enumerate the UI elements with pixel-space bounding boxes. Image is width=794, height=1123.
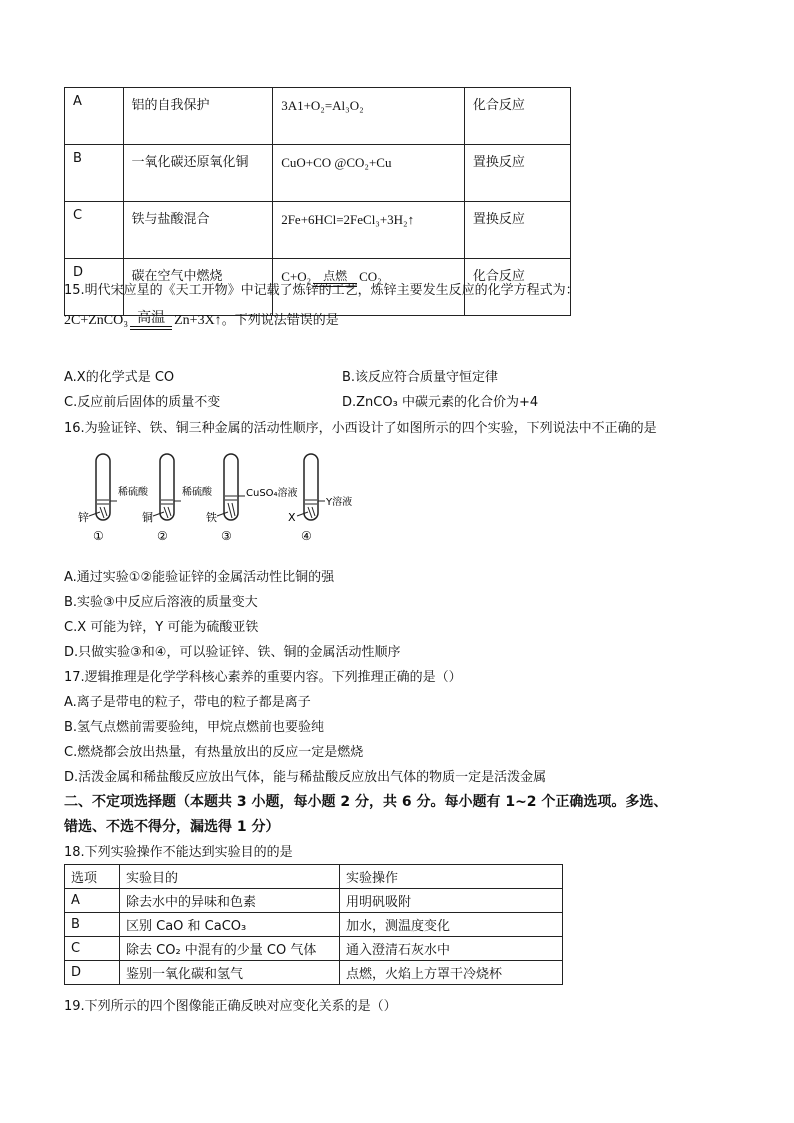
- equation-cell: 3A1+O₂=Al₃O₂: [273, 88, 465, 145]
- table-row: [65, 889, 563, 913]
- table-row: [65, 145, 571, 202]
- option-cell: B: [65, 145, 124, 202]
- test-tube-3: [206, 454, 298, 543]
- metal-label-3: 铁: [206, 511, 217, 524]
- equation-cell: CuO+CO @CO₂+Cu: [273, 145, 465, 202]
- option-cell: B: [65, 913, 120, 937]
- description-cell: 铁与盐酸混合: [123, 202, 273, 259]
- table-row: [65, 88, 571, 145]
- equation-right: Zn+3X↑: [174, 313, 222, 329]
- equation-right: CO₂: [359, 269, 382, 284]
- q15-option-b: B.该反应符合质量守恒定律: [342, 370, 499, 385]
- option-cell: A: [65, 88, 124, 145]
- experiment-table: [64, 864, 563, 985]
- condition-arrow: [130, 312, 172, 330]
- q16-stem: 16.为验证锌、铁、铜三种金属的活动性顺序，小西设计了如图所示的四个实验，下列说法中不正确的是: [64, 421, 657, 436]
- header-cell: 实验目的: [120, 865, 340, 889]
- operation-cell: 加水，测温度变化: [340, 913, 563, 937]
- q17-option-a: A.离子是带电的粒子，带电的粒子都是离子: [64, 695, 311, 710]
- description-cell: 铝的自我保护: [123, 88, 273, 145]
- option-cell: D: [65, 259, 124, 316]
- solution-label-4: Y溶液: [326, 497, 353, 508]
- section-heading-cont: 错选、不选不得分，漏选得 1 分）: [64, 819, 280, 835]
- q17-option-b: B.氢气点燃前需要验纯，甲烷点燃前也要验纯: [64, 720, 325, 735]
- table-row: [65, 202, 571, 259]
- condition-label: 点燃: [323, 269, 348, 284]
- test-tube-1: [78, 454, 149, 543]
- tube-number-3: ③: [221, 529, 232, 543]
- equation-left: 2C+ZnCO₃: [64, 313, 129, 329]
- metal-label-1: 锌: [78, 511, 89, 524]
- test-tube-2: [142, 454, 213, 543]
- option-cell: A: [65, 889, 120, 913]
- q15-tail: 。下列说法错误的是: [221, 313, 339, 329]
- operation-cell: 通入澄清石灰水中: [340, 937, 563, 961]
- option-cell: D: [65, 961, 120, 985]
- q16-option-c: C.X 可能为锌，Y 可能为硫酸亚铁: [64, 620, 259, 635]
- table-row: [65, 937, 563, 961]
- reaction-type-cell: 化合反应: [464, 88, 570, 145]
- tube-number-4: ④: [301, 529, 312, 543]
- q19-stem: 19.下列所示的四个图像能正确反映对应变化关系的是（）: [64, 999, 397, 1014]
- reaction-type-cell: 置换反应: [464, 145, 570, 202]
- tube-number-1: ①: [93, 529, 104, 543]
- q17-option-c: C.燃烧都会放出热量，有热量放出的反应一定是燃烧: [64, 745, 364, 760]
- q17-option-d: D.活泼金属和稀盐酸反应放出气体，能与稀盐酸反应放出气体的物质一定是活泼金属: [64, 770, 547, 785]
- q15-equation: [64, 312, 339, 330]
- tube-number-2: ②: [157, 529, 168, 543]
- q15-option-a: A.X的化学式是 CO: [64, 370, 175, 385]
- table-row: [65, 961, 563, 985]
- purpose-cell: 除去水中的异味和色素: [120, 889, 340, 913]
- description-cell: 一氧化碳还原氧化铜: [123, 145, 273, 202]
- description-cell: 碳在空气中燃烧: [123, 259, 273, 316]
- equation-cell: 2Fe+6HCl=2FeCl₃+3H₂↑: [273, 202, 465, 259]
- reaction-type-cell: 置换反应: [464, 202, 570, 259]
- q15-option-d: D.ZnCO₃ 中碳元素的化合价为+4: [342, 395, 539, 410]
- purpose-cell: 鉴别一氧化碳和氢气: [120, 961, 340, 985]
- test-tube-4: [288, 454, 352, 543]
- solution-label-3: CuSO₄溶液: [246, 488, 298, 499]
- table-header-row: [65, 865, 563, 889]
- equation-left: C+O₂: [281, 269, 312, 284]
- solution-label-2: 稀硫酸: [182, 487, 212, 498]
- operation-cell: 用明矾吸附: [340, 889, 563, 913]
- solution-label-1: 稀硫酸: [118, 487, 148, 498]
- section-heading: 二、不定项选择题（本题共 3 小题，每小题 2 分，共 6 分。每小题有 1~2 个正确选项。多选、: [64, 794, 668, 810]
- q17-stem: 17.逻辑推理是化学学科核心素养的重要内容。下列推理正确的是（）: [64, 670, 462, 685]
- q16-option-a: A.通过实验①②能验证锌的金属活动性比铜的强: [64, 570, 335, 585]
- metal-label-4: X: [288, 511, 296, 524]
- q15-option-c: C.反应前后固体的质量不变: [64, 395, 221, 410]
- q18-stem: 18.下列实验操作不能达到实验目的的是: [64, 845, 293, 860]
- operation-cell: 点燃，火焰上方罩干冷烧杯: [340, 961, 563, 985]
- purpose-cell: 区别 CaO 和 CaCO₃: [120, 913, 340, 937]
- table-row: [65, 913, 563, 937]
- option-cell: C: [65, 937, 120, 961]
- option-cell: C: [65, 202, 124, 259]
- header-cell: 实验操作: [340, 865, 563, 889]
- q16-option-d: D.只做实验③和④，可以验证锌、铁、铜的金属活动性顺序: [64, 645, 401, 660]
- purpose-cell: 除去 CO₂ 中混有的少量 CO 气体: [120, 937, 340, 961]
- q15-stem: 15.明代宋应星的《天工开物》中记载了炼锌的工艺，炼锌主要发生反应的化学方程式为：: [64, 283, 579, 298]
- test-tube-figure: [76, 452, 366, 544]
- q16-option-b: B.实验③中反应后溶液的质量变大: [64, 595, 258, 610]
- header-cell: 选项: [65, 865, 120, 889]
- metal-label-2: 铜: [142, 511, 153, 524]
- condition-label: 高温: [137, 311, 166, 326]
- reaction-type-cell: 化合反应: [464, 259, 570, 316]
